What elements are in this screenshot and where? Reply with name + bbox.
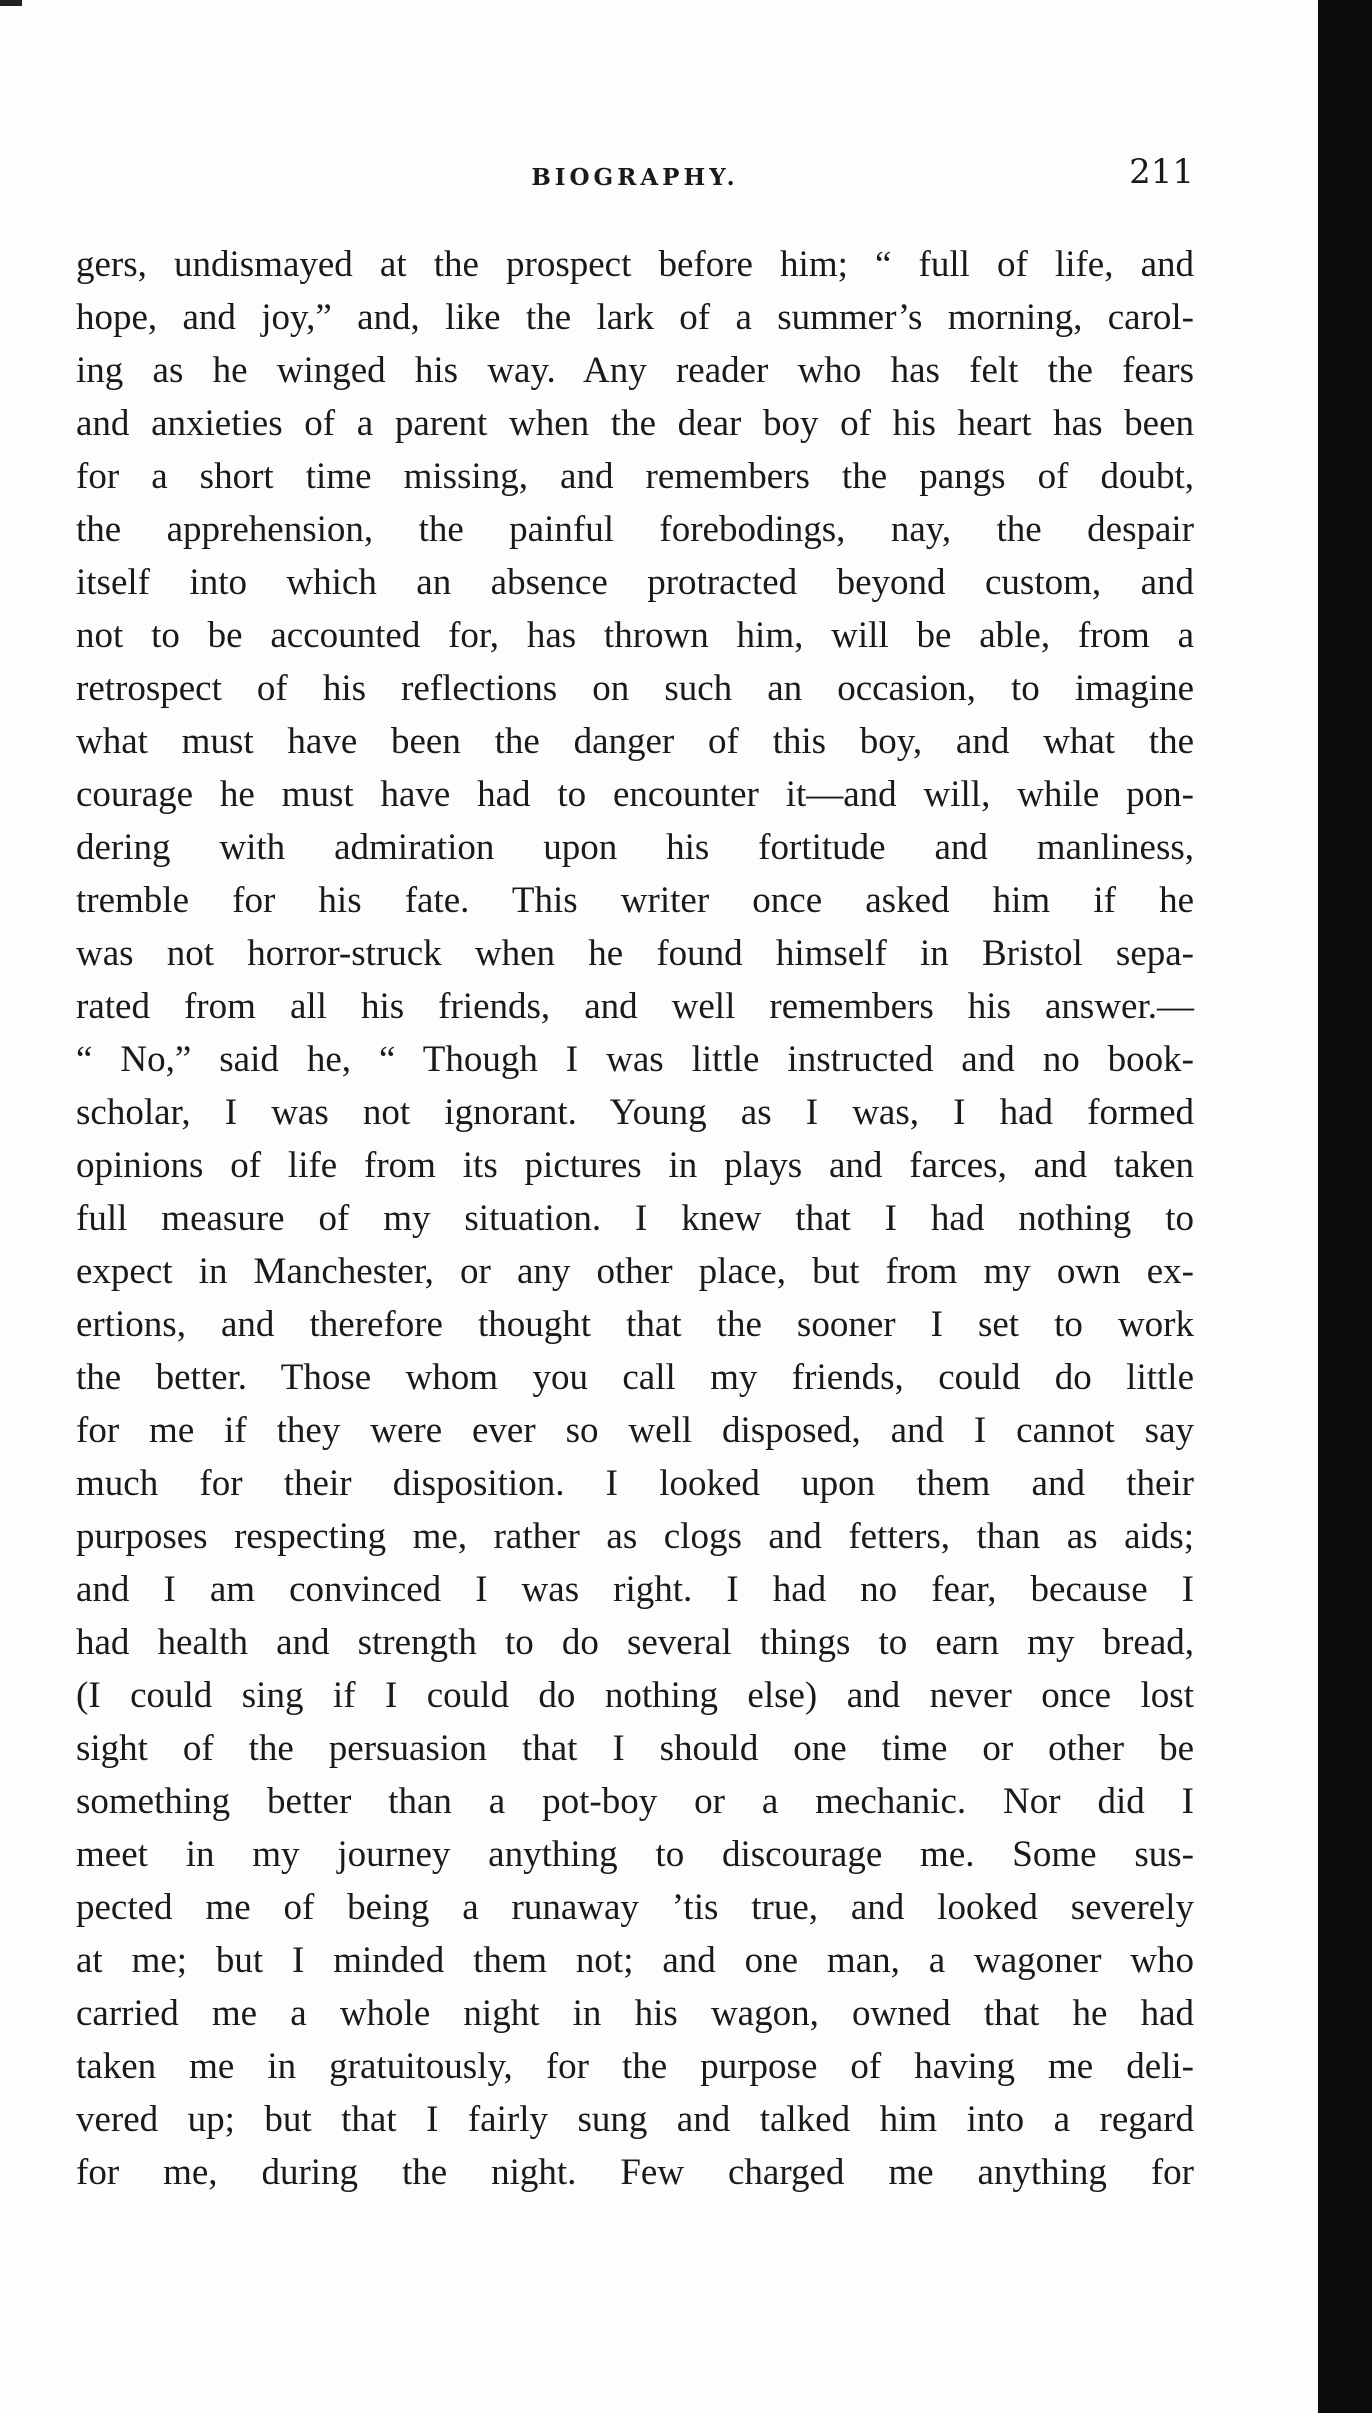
text-line: scholar, I was not ignorant. Young as I was, I had formed — [76, 1092, 1194, 1133]
text-line: pected me of being a runaway ’tis true, and looked severely — [76, 1887, 1194, 1928]
text-line: rated from all his friends, and well remembers his answer.— — [76, 986, 1194, 1027]
text-line: courage he must have had to encounter it—and will, while pon- — [76, 774, 1194, 815]
text-line: not to be accounted for, has thrown him, will be able, from a — [76, 615, 1194, 656]
text-line: the better. Those whom you call my friends, could do little — [76, 1357, 1194, 1398]
text-line: was not horror-struck when he found himself in Bristol sepa- — [76, 933, 1194, 974]
text-line: tremble for his fate. This writer once asked him if he — [76, 880, 1194, 921]
text-line: what must have been the danger of this boy, and what the — [76, 721, 1194, 762]
running-head — [76, 148, 1194, 198]
page-number: 211 — [1129, 152, 1194, 192]
text-line: taken me in gratuitously, for the purpose of having me deli- — [76, 2046, 1194, 2087]
text-line: itself into which an absence protracted beyond custom, and — [76, 562, 1194, 603]
text-line: meet in my journey anything to discourage me. Some sus- — [76, 1834, 1194, 1875]
text-line: at me; but I minded them not; and one man, a wagoner who — [76, 1940, 1194, 1981]
text-line: for me, during the night. Few charged me anything for — [76, 2152, 1194, 2193]
text-line: the apprehension, the painful forebodings, nay, the despair — [76, 509, 1194, 550]
scan-edge-shadow — [1318, 0, 1372, 2413]
text-line: something better than a pot-boy or a mechanic. Nor did I — [76, 1781, 1194, 1822]
body-text — [76, 238, 1194, 2199]
text-line: ing as he winged his way. Any reader who has felt the fears — [76, 350, 1194, 391]
text-line: “ No,” said he, “ Though I was little instructed and no book- — [76, 1039, 1194, 1080]
text-line: (I could sing if I could do nothing else) and never once lost — [76, 1675, 1194, 1716]
text-line: had health and strength to do several things to earn my bread, — [76, 1622, 1194, 1663]
scan-mark — [0, 0, 22, 6]
text-line: for me if they were ever so well disposed, and I cannot say — [76, 1410, 1194, 1451]
text-line: and anxieties of a parent when the dear boy of his heart has been — [76, 403, 1194, 444]
text-line: full measure of my situation. I knew that I had nothing to — [76, 1198, 1194, 1239]
text-line: expect in Manchester, or any other place, but from my own ex- — [76, 1251, 1194, 1292]
text-line: sight of the persuasion that I should one time or other be — [76, 1728, 1194, 1769]
text-line: gers, undismayed at the prospect before him; “ full of life, and — [76, 244, 1194, 285]
running-head-title: BIOGRAPHY. — [531, 164, 739, 191]
text-line: retrospect of his reflections on such an occasion, to imagine — [76, 668, 1194, 709]
text-line: vered up; but that I fairly sung and talked him into a regard — [76, 2099, 1194, 2140]
text-line: hope, and joy,” and, like the lark of a summer’s morning, carol- — [76, 297, 1194, 338]
text-line: ertions, and therefore thought that the sooner I set to work — [76, 1304, 1194, 1345]
text-line: for a short time missing, and remembers the pangs of doubt, — [76, 456, 1194, 497]
text-line: carried me a whole night in his wagon, owned that he had — [76, 1993, 1194, 2034]
text-line: opinions of life from its pictures in plays and farces, and taken — [76, 1145, 1194, 1186]
text-line: and I am convinced I was right. I had no fear, because I — [76, 1569, 1194, 1610]
text-line: much for their disposition. I looked upon them and their — [76, 1463, 1194, 1504]
text-line: dering with admiration upon his fortitude and manliness, — [76, 827, 1194, 868]
text-line: purposes respecting me, rather as clogs and fetters, than as aids; — [76, 1516, 1194, 1557]
